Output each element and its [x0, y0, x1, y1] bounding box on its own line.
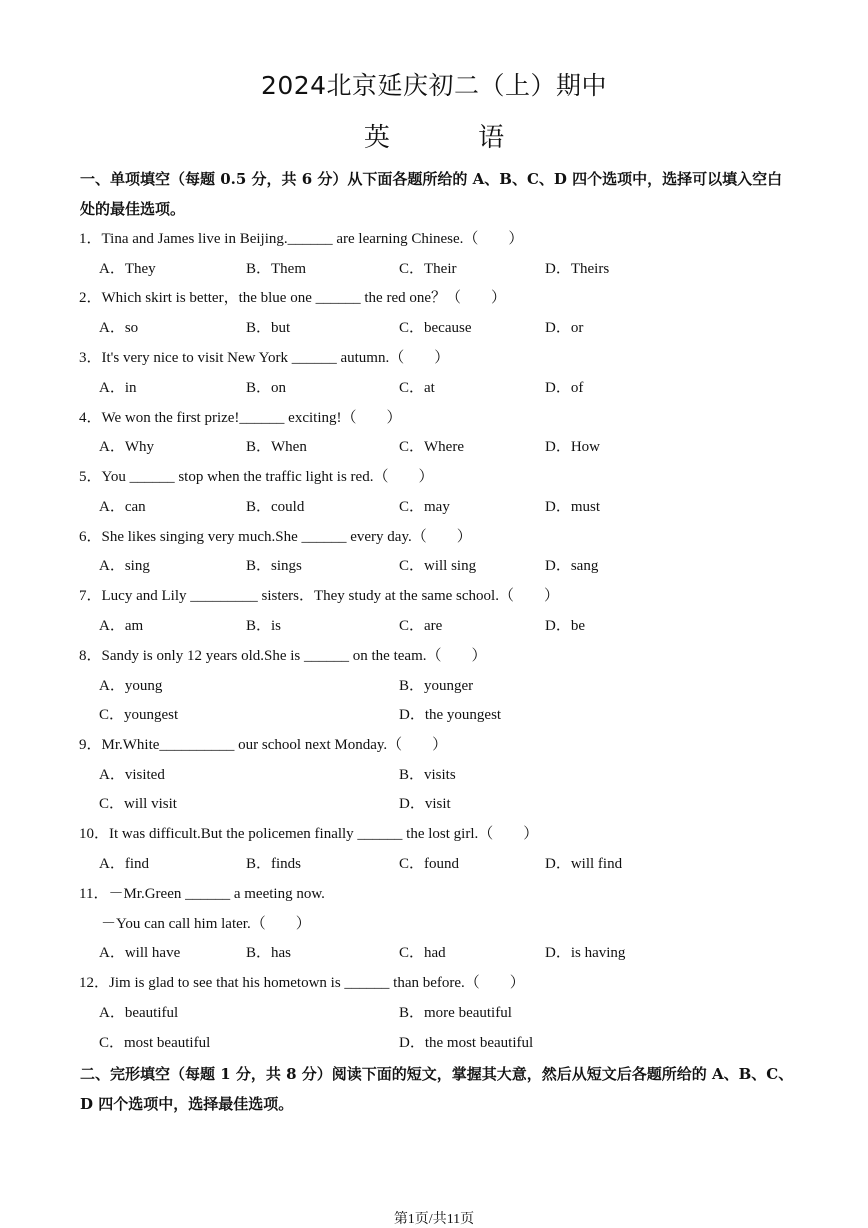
- question-text: －Mr.Green ______ a meeting now.: [108, 886, 325, 902]
- option-c: C．Their: [399, 261, 457, 277]
- question-12: [79, 973, 525, 993]
- question-number: 9．: [79, 737, 102, 753]
- question-5: [79, 467, 433, 487]
- option-a: A．young: [99, 678, 163, 694]
- option-c: C．at: [399, 380, 435, 396]
- option-a: A．They: [99, 261, 156, 277]
- question-7: [79, 586, 559, 606]
- option-b: B．finds: [246, 856, 302, 872]
- option-a: A．Why: [99, 439, 154, 455]
- question-text: Which skirt is better，the blue one ______ the red one？（ ）: [101, 290, 507, 306]
- question-text: We won the first prize!______ exciting!（ ）: [101, 410, 402, 426]
- option-d: D．How: [545, 439, 600, 455]
- question-10: [79, 824, 538, 844]
- question-text: It's very nice to visit New York ______ autumn.（ ）: [101, 350, 450, 366]
- option-a: A．am: [99, 618, 144, 634]
- option-c: C．may: [399, 499, 450, 515]
- option-a: A．will have: [99, 945, 181, 961]
- option-c: C．had: [399, 945, 446, 961]
- question-text: Tina and James live in Beijing.______ are learning Chinese.（ ）: [101, 231, 524, 247]
- option-d: D．sang: [545, 558, 599, 574]
- option-b: B．has: [246, 945, 292, 961]
- option-c: C．Where: [399, 439, 464, 455]
- option-b: B．younger: [399, 678, 474, 694]
- section-heading-cloze: 二、完形填空（每题 1 分，共 8 分）阅读下面的短文，掌握其大意，然后从短文后各题所给的 A、B、C、D 四个选项中，选择最佳选项。: [80, 1065, 794, 1113]
- question-text: She likes singing very much.She ______ every day.（ ）: [101, 529, 472, 545]
- question-text: Jim is glad to see that his hometown is ______ than before.（ ）: [109, 975, 525, 991]
- option-b: B．on: [246, 380, 287, 396]
- section-heading-single-choice: 一、单项填空（每题 0.5 分，共 6 分）从下面各题所给的 A、B、C、D 四个选项中，选择可以填入空白处的最佳选项。: [80, 170, 783, 218]
- option-b: B．is: [246, 618, 282, 634]
- question-text: It was difficult.But the policemen finally ______ the lost girl.（ ）: [109, 826, 539, 842]
- question-text: Lucy and Lily _________ sisters．They study at the same school.（ ）: [101, 588, 559, 604]
- option-b: B．but: [246, 320, 291, 336]
- option-a: A．beautiful: [99, 1005, 179, 1021]
- option-d: D．must: [545, 499, 601, 515]
- option-c: C．will sing: [399, 558, 477, 574]
- question-1: [79, 229, 523, 249]
- option-d: D．the most beautiful: [399, 1035, 534, 1051]
- question-number: 1．: [79, 231, 102, 247]
- question-number: 10．: [79, 826, 110, 842]
- option-a: A．sing: [99, 558, 150, 574]
- option-d: D．the youngest: [399, 707, 502, 723]
- question-text: Mr.White__________ our school next Monday.（ ）: [101, 737, 448, 753]
- question-3: [79, 348, 449, 368]
- question-number: 4．: [79, 410, 102, 426]
- option-c: C．will visit: [99, 796, 177, 812]
- page-number: 第1页/共11页: [393, 1212, 475, 1227]
- question-8: [79, 646, 486, 666]
- question-number: 8．: [79, 648, 102, 664]
- option-c: C．found: [399, 856, 460, 872]
- question-11-line-2: －You can call him later.（ ）: [101, 916, 311, 932]
- option-d: D．will find: [545, 856, 623, 872]
- question-number: 12．: [79, 975, 110, 991]
- question-9: [79, 735, 447, 755]
- option-a: A．visited: [99, 767, 165, 783]
- question-2: [79, 288, 506, 308]
- question-number: 2．: [79, 290, 102, 306]
- question-number: 5．: [79, 469, 102, 485]
- option-a: A．so: [99, 320, 139, 336]
- page-title: 2024北京延庆初二（上）期中: [260, 71, 608, 100]
- question-text: You ______ stop when the traffic light is red.（ ）: [101, 469, 434, 485]
- option-b: B．When: [246, 439, 307, 455]
- option-b: B．Them: [246, 261, 306, 277]
- subject-title: 英 语: [363, 123, 545, 153]
- option-c: C．most beautiful: [99, 1035, 211, 1051]
- option-a: A．find: [99, 856, 149, 872]
- option-d: D．visit: [399, 796, 451, 812]
- question-number: 7．: [79, 588, 102, 604]
- question-6: [79, 527, 472, 547]
- option-d: D．is having: [545, 945, 626, 961]
- question-4: [79, 408, 402, 428]
- option-b: B．more beautiful: [399, 1005, 512, 1021]
- option-d: D．Theirs: [545, 261, 610, 277]
- question-number: 3．: [79, 350, 102, 366]
- question-number: 11．: [79, 886, 109, 902]
- question-number: 6．: [79, 529, 102, 545]
- option-d: D．or: [545, 320, 584, 336]
- question-11: [79, 884, 325, 904]
- option-a: A．in: [99, 380, 137, 396]
- option-c: C．youngest: [99, 707, 179, 723]
- option-b: B．visits: [399, 767, 456, 783]
- option-c: C．because: [399, 320, 472, 336]
- option-c: C．are: [399, 618, 443, 634]
- option-b: B．sings: [246, 558, 302, 574]
- option-d: D．of: [545, 380, 584, 396]
- option-a: A．can: [99, 499, 146, 515]
- option-b: B．could: [246, 499, 305, 515]
- question-text: Sandy is only 12 years old.She is ______ on the team.（ ）: [101, 648, 487, 664]
- option-d: D．be: [545, 618, 585, 634]
